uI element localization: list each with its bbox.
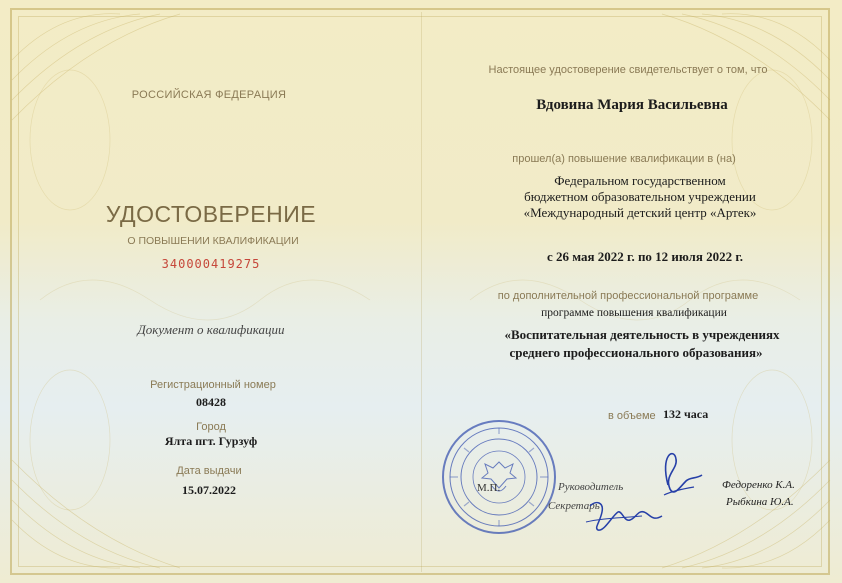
program-type: программе повышения квалификации [541, 307, 727, 319]
secretary-label: Секретарь [548, 500, 600, 512]
volume-label: в объеме [608, 410, 656, 422]
head-name: Федоренко К.А. [722, 479, 795, 491]
registration-label: Регистрационный номер [150, 379, 276, 391]
head-label: Руководитель [558, 481, 624, 493]
serial-number: 340000419275 [161, 257, 261, 271]
intro-text: Настоящее удостоверение свидетельствует о том, что [488, 64, 768, 76]
document-title: УДОСТОВЕРЕНИЕ [105, 201, 317, 227]
city-label: Город [196, 421, 226, 433]
issue-date-value: 15.07.2022 [182, 483, 236, 497]
secretary-signature [582, 492, 672, 536]
study-period: с 26 мая 2022 г. по 12 июля 2022 г. [546, 249, 744, 264]
volume-value: 132 часа [663, 407, 709, 421]
city-value: Ялта пгт. Гурзуф [164, 434, 258, 448]
secretary-name: Рыбкина Ю.А. [726, 496, 794, 508]
person-name: Вдовина Мария Васильевна [536, 97, 728, 113]
organization-line-1: Федеральном государственном [554, 173, 726, 188]
organization-line-3: «Международный детский центр «Артек» [523, 205, 757, 220]
organization-line-2: бюджетном образовательном учреждении [524, 189, 756, 204]
registration-number: 08428 [196, 395, 226, 409]
document-subtitle: О ПОВЫШЕНИИ КВАЛИФИКАЦИИ [127, 235, 299, 247]
issue-date-label: Дата выдачи [176, 465, 242, 477]
official-seal-stamp [440, 418, 558, 536]
program-label: по дополнительной профессиональной программе [497, 290, 759, 302]
document-type: Документ о квалификации [137, 322, 285, 337]
country-header: РОССИЙСКАЯ ФЕДЕРАЦИЯ [131, 89, 287, 101]
program-title-line-2: среднего профессионального образования» [509, 345, 763, 360]
stamp-place-label: М.П. [477, 482, 501, 494]
center-fold [421, 12, 422, 572]
program-title-line-1: «Воспитательная деятельность в учреждениях [504, 327, 780, 342]
qualification-passed-label: прошел(а) повышение квалификации в (на) [512, 153, 736, 165]
